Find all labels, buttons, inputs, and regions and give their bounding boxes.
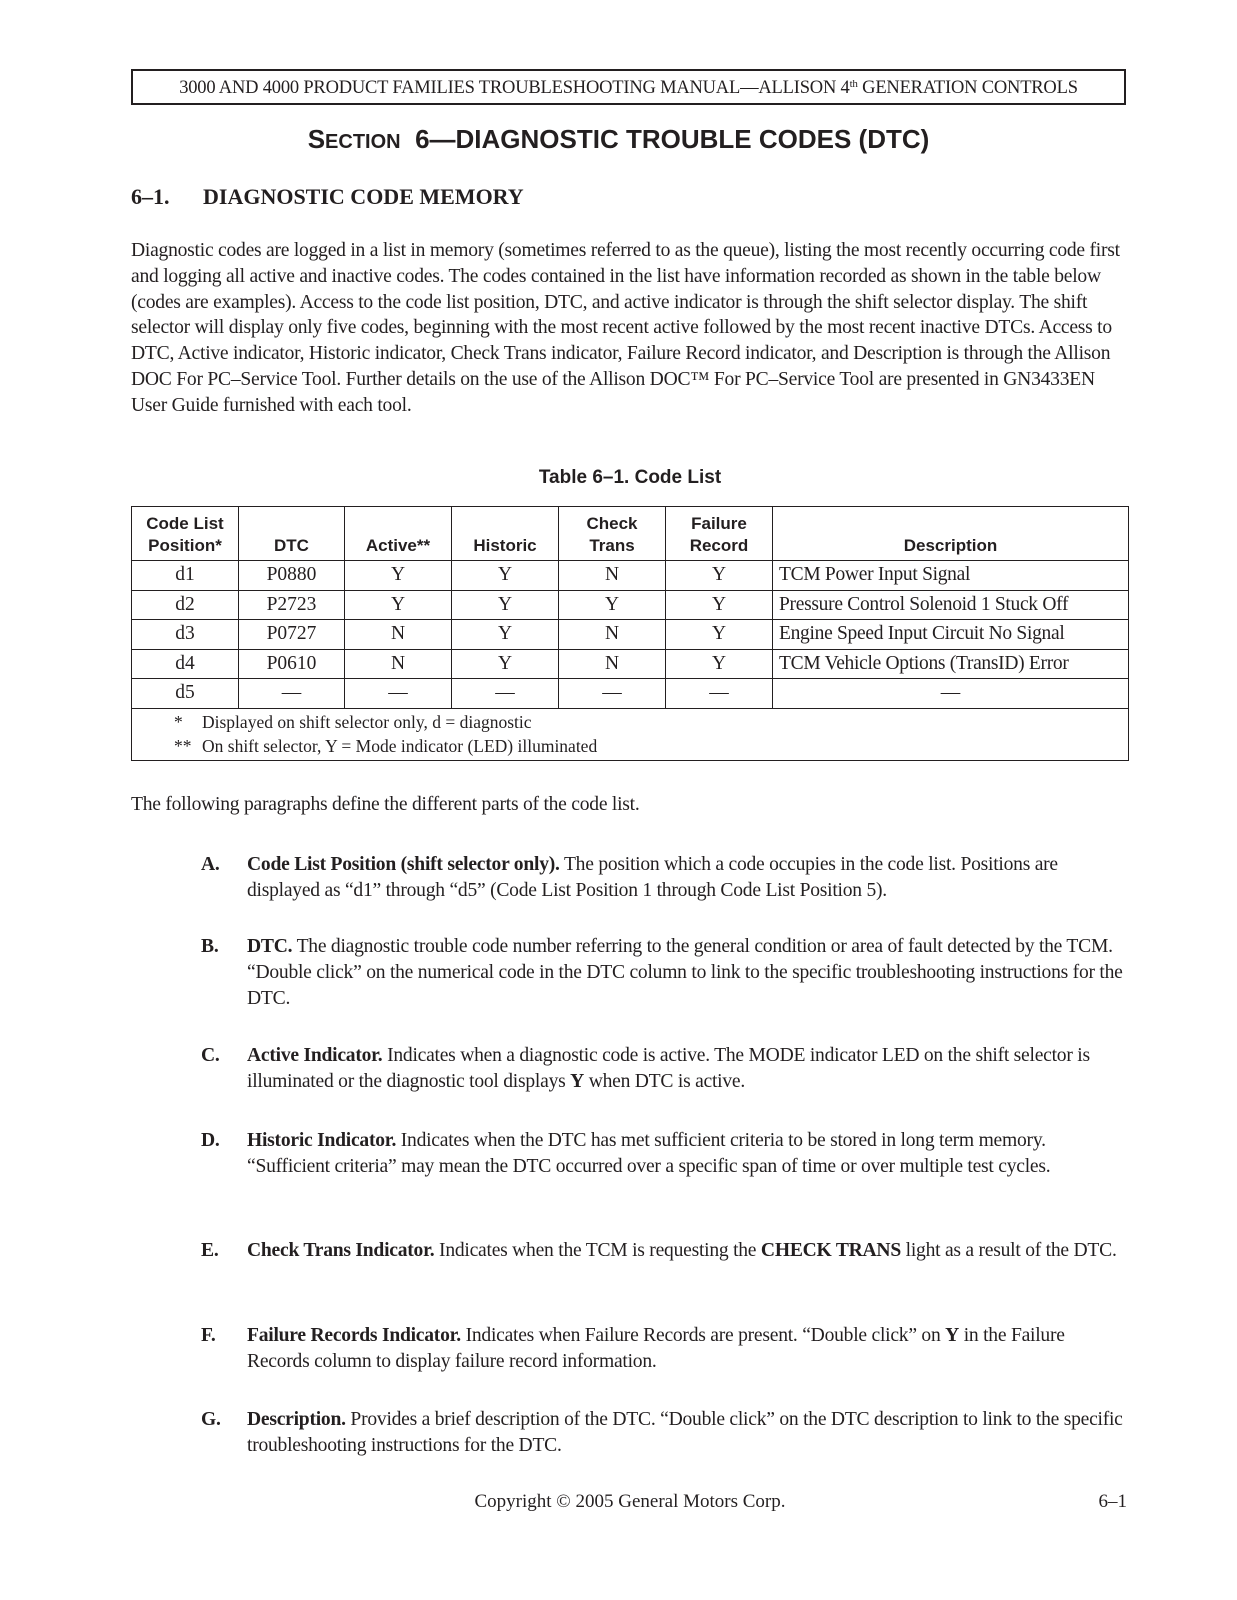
- indicator-cell: N: [559, 620, 666, 650]
- intro-paragraph: Diagnostic codes are logged in a list in memory (sometimes referred to as the queue), listing the most recently occurring code first and logging all active and inactive codes. The codes contained in the list have information recorded as shown in the table below (codes are examples). Access to the code list position, DTC, and active indicator is through the shift selector display. The shift selector will display only five codes, beginning with the most recent active followed by the most recent inactive DTCs. Access to DTC, Active indicator, Historic indicator, Check Trans indicator, Failure Record indicator, and Description is through the Allison DOC For PC–Service Tool. Further details on the use of the Allison DOC™ For PC–Service Tool are presented in GN3433EN User Guide furnished with each tool.: [131, 240, 1120, 416]
- following-paragraph: The following paragraphs define the different parts of the code list.: [131, 794, 640, 815]
- indicator-cell: Y: [345, 590, 452, 620]
- indicator-cell: N: [559, 649, 666, 679]
- table-note-mark: *: [174, 711, 183, 732]
- definition-term: CHECK TRANS: [760, 1240, 901, 1261]
- indicator-cell: Y: [666, 620, 773, 650]
- definition-body: [247, 934, 1131, 1011]
- table-notes-row: [132, 708, 1129, 760]
- definition-text: when DTC is active.: [584, 1070, 746, 1092]
- table-note-text: On shift selector, Y = Mode indicator (LED) illuminated: [202, 735, 598, 756]
- definition-term: Historic Indicator.: [247, 1130, 397, 1151]
- table-header-row: [132, 507, 1129, 561]
- running-header-text-end: GENERATION CONTROLS: [857, 78, 1078, 98]
- definition-term: Check Trans Indicator.: [247, 1240, 435, 1261]
- table-row: [132, 620, 1129, 650]
- definition-body: [247, 852, 1131, 904]
- table-note: [174, 710, 1128, 734]
- header-line: Failure: [691, 514, 747, 533]
- header-line: Active**: [365, 536, 431, 555]
- header-line: Check: [586, 514, 638, 533]
- definition-text: The diagnostic trouble code number referring to the general condition or area of fault detected by the TCM. “Double click” on the numerical code in the DTC column to link to the specific troubleshooting instructions for the DTC.: [247, 936, 1123, 1009]
- table-body: [132, 561, 1129, 761]
- description-cell: Engine Speed Input Circuit No Signal: [773, 620, 1129, 650]
- definition-body: [247, 1238, 1131, 1264]
- indicator-cell: Y: [559, 590, 666, 620]
- indicator-cell: —: [559, 679, 666, 709]
- section-title-text: 6—DIAGNOSTIC TROUBLE CODES (DTC): [415, 124, 930, 154]
- code-position-cell: d2: [132, 590, 239, 620]
- definition-text: Indicates when the DTC has met sufficient criteria to be stored in long term memory. “Sufficient criteria” may mean the DTC occurred over a specific span of time or over multiple test cycles.: [247, 1130, 1051, 1177]
- definition-term: Active Indicator.: [247, 1045, 383, 1066]
- code-position-cell: d1: [132, 561, 239, 591]
- indicator-cell: Y: [452, 590, 559, 620]
- code-position-cell: d4: [132, 649, 239, 679]
- indicator-cell: N: [345, 620, 452, 650]
- code-position-cell: d5: [132, 679, 239, 709]
- table-header-cell: [239, 507, 345, 561]
- dtc-cell: —: [239, 679, 345, 709]
- description-cell: Pressure Control Solenoid 1 Stuck Off: [773, 590, 1129, 620]
- running-header-text: 3000 AND 4000 PRODUCT FAMILIES TROUBLESHOOTING MANUAL—ALLISON 4: [179, 78, 850, 98]
- table-row: [132, 561, 1129, 591]
- header-line: Historic: [473, 536, 537, 555]
- table-row: [132, 590, 1129, 620]
- definition-letter: E.: [201, 1240, 219, 1261]
- definition-text: Indicates when Failure Records are present. “Double click” on: [460, 1325, 946, 1346]
- subsection-title: DIAGNOSTIC CODE MEMORY: [203, 184, 524, 209]
- table-header-cell: [559, 507, 666, 561]
- indicator-cell: Y: [345, 561, 452, 591]
- table-row: [132, 679, 1129, 709]
- indicator-cell: Y: [666, 649, 773, 679]
- code-list-table: [131, 506, 1129, 761]
- definition-term: Y: [945, 1325, 960, 1346]
- definition-letter: C.: [201, 1045, 220, 1066]
- footer-copyright: Copyright © 2005 General Motors Corp.: [474, 1491, 786, 1512]
- indicator-cell: Y: [452, 620, 559, 650]
- table-note-text: Displayed on shift selector only, d = diagnostic: [202, 711, 532, 732]
- code-position-cell: d3: [132, 620, 239, 650]
- indicator-cell: —: [452, 679, 559, 709]
- definition-body: [247, 1043, 1131, 1095]
- dtc-cell: P0610: [239, 649, 345, 679]
- definition-text: light as a result of the DTC.: [900, 1240, 1117, 1261]
- header-line: DTC: [274, 536, 309, 555]
- table-notes-cell: [132, 708, 1129, 760]
- table-caption: Table 6–1. Code List: [538, 467, 722, 488]
- header-line: Trans: [589, 536, 635, 555]
- definition-letter: A.: [201, 854, 220, 875]
- definition-text: The position which a code occupies in the code list. Positions are displayed as “d1” through “d5” (Code List Position 1 through Code List Position 5).: [247, 854, 1058, 901]
- definition-term: DTC.: [247, 936, 293, 957]
- header-line: Code List: [146, 514, 224, 533]
- header-line: Description: [903, 536, 998, 555]
- table-header-cell: [452, 507, 559, 561]
- table-header-cell: [132, 507, 239, 561]
- dtc-cell: P0727: [239, 620, 345, 650]
- section-title: [0, 124, 1237, 155]
- definition-term: Failure Records Indicator.: [247, 1325, 461, 1346]
- definition-letter: G.: [201, 1409, 221, 1430]
- table-header-cell: [345, 507, 452, 561]
- header-line: Position*: [148, 536, 222, 555]
- indicator-cell: Y: [452, 649, 559, 679]
- header-line: Record: [689, 536, 749, 555]
- definition-body: [247, 1407, 1131, 1459]
- definition-letter: D.: [201, 1130, 220, 1151]
- definition-term: Y: [570, 1070, 585, 1092]
- indicator-cell: Y: [666, 561, 773, 591]
- definition-body: [247, 1323, 1131, 1375]
- table-row: [132, 649, 1129, 679]
- table-note: [174, 734, 1128, 758]
- definition-term: Description.: [247, 1409, 346, 1430]
- definition-letter: F.: [201, 1325, 216, 1346]
- description-cell: TCM Vehicle Options (TransID) Error: [773, 649, 1129, 679]
- section-word-rest: ECTION: [325, 131, 401, 153]
- running-header-superscript: th: [849, 78, 858, 90]
- definition-term: Code List Position (shift selector only).: [247, 854, 560, 875]
- indicator-cell: Y: [452, 561, 559, 591]
- definition-text: Provides a brief description of the DTC. “Double click” on the DTC description to link to the specific troubleshooting instructions for the DTC.: [247, 1409, 1123, 1456]
- subsection-heading: [131, 184, 524, 210]
- indicator-cell: —: [666, 679, 773, 709]
- description-cell: —: [773, 679, 1129, 709]
- definition-letter: B.: [201, 936, 219, 957]
- table-header-cell: [773, 507, 1129, 561]
- indicator-cell: N: [559, 561, 666, 591]
- table-header-cell: [666, 507, 773, 561]
- table-note-mark: **: [174, 735, 192, 756]
- definition-text: Indicates when a diagnostic code is active. The MODE indicator LED on the shift selector is illuminated or the diagnostic tool displays: [247, 1045, 1090, 1092]
- subsection-number: 6–1.: [131, 184, 170, 209]
- indicator-cell: N: [345, 649, 452, 679]
- indicator-cell: —: [345, 679, 452, 709]
- running-header: [131, 69, 1126, 105]
- definition-text: in the Failure Records column to display failure record information.: [247, 1325, 1065, 1372]
- dtc-cell: P0880: [239, 561, 345, 591]
- description-cell: TCM Power Input Signal: [773, 561, 1129, 591]
- section-word-initial: S: [307, 124, 326, 154]
- definition-body: [247, 1128, 1131, 1180]
- footer-page-number: 6–1: [1098, 1491, 1127, 1512]
- dtc-cell: P2723: [239, 590, 345, 620]
- definition-text: Indicates when the TCM is requesting the: [434, 1240, 761, 1261]
- indicator-cell: Y: [666, 590, 773, 620]
